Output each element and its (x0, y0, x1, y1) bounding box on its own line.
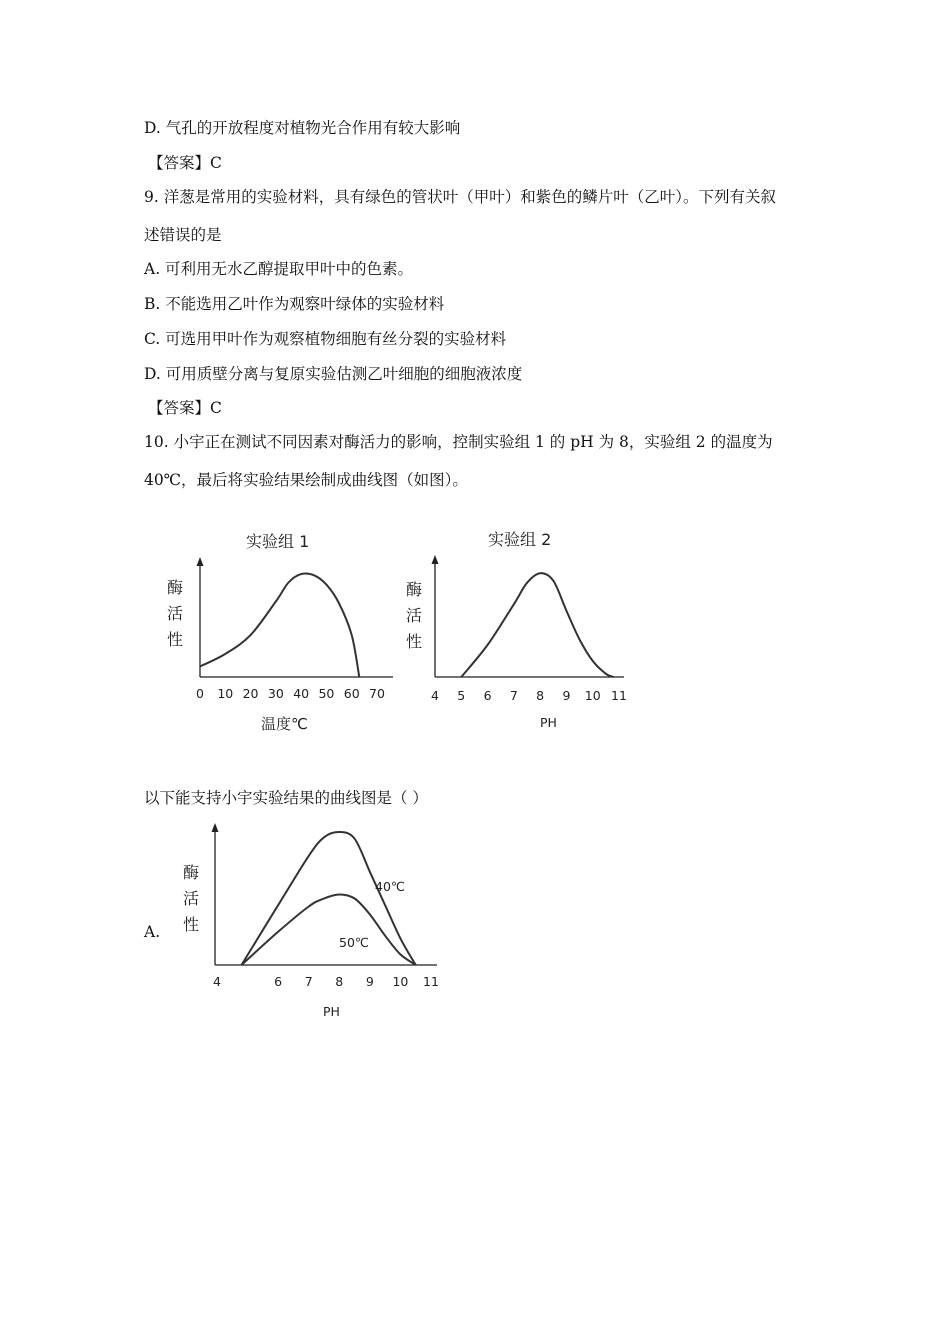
x-tick-label: 10 (392, 974, 409, 989)
option-d-line-2: D. 可用质壁分离与复原实验估测乙叶细胞的细胞液浓度 (144, 365, 523, 383)
y-label-char-2: 活 (183, 889, 200, 908)
y-axis-arrow (197, 557, 204, 566)
x-tick-label: 6 (483, 688, 492, 703)
x-tick-label: 4 (213, 974, 221, 989)
x-axis-label: PH (323, 1004, 340, 1019)
option-a-label: A. (144, 923, 161, 941)
x-tick-label: 20 (242, 686, 259, 701)
y-label-char-2: 活 (167, 604, 184, 623)
question-10-line-1: 10. 小宇正在测试不同因素对酶活力的影响，控制实验组 1 的 pH 为 8，实验组 2 的温度为 (144, 433, 773, 451)
y-axis-arrow (432, 555, 439, 564)
y-label-char-3: 性 (167, 630, 184, 649)
series-40c-curve (242, 832, 416, 965)
option-b-line: B. 不能选用乙叶作为观察叶绿体的实验材料 (144, 295, 445, 313)
chart-group-2 (400, 520, 640, 740)
option-a-chart (175, 820, 455, 1030)
x-tick-label: 6 (274, 974, 283, 989)
series-40c-label: 40℃ (375, 879, 405, 894)
x-tick-label: 70 (369, 686, 385, 701)
x-tick-label: 9 (562, 688, 571, 703)
x-axis-label: 温度℃ (261, 715, 308, 733)
question-10-line-2: 40℃，最后将实验结果绘制成曲线图（如图）。 (144, 471, 468, 489)
x-axis-label: PH (540, 715, 557, 730)
x-tick-label: 7 (304, 974, 313, 989)
series-50c-label: 50℃ (339, 935, 369, 950)
x-tick-label: 4 (431, 688, 439, 703)
x-tick-label: 7 (509, 688, 518, 703)
option-a-line: A. 可利用无水乙醇提取甲叶中的色素。 (144, 260, 414, 278)
question-9-line-1: 9. 洋葱是常用的实验材料，具有绿色的管状叶（甲叶）和紫色的鳞片叶（乙叶）。下列有关叙 (144, 188, 776, 206)
question-9-line-2: 述错误的是 (144, 226, 222, 244)
chart-group-1 (155, 520, 405, 740)
x-tick-label: 10 (217, 686, 234, 701)
x-tick-label: 30 (267, 686, 284, 701)
answer-line: 【答案】C (148, 154, 222, 172)
y-axis-arrow (212, 823, 219, 832)
option-d-line: D. 气孔的开放程度对植物光合作用有较大影响 (144, 119, 461, 137)
option-c-line: C. 可选用甲叶作为观察植物细胞有丝分裂的实验材料 (144, 330, 507, 348)
x-tick-label: 10 (584, 688, 601, 703)
x-tick-label: 9 (365, 974, 374, 989)
y-label-char-3: 性 (406, 632, 423, 651)
answer-line-2: 【答案】C (148, 399, 222, 417)
chart-1-title: 实验组 1 (246, 532, 310, 551)
x-tick-label: 11 (423, 974, 439, 989)
question-10-prompt: 以下能支持小宇实验结果的曲线图是（ ） (144, 789, 428, 807)
x-tick-label: 11 (611, 688, 627, 703)
y-label-char-2: 活 (406, 606, 423, 625)
y-label-char-1: 酶 (406, 580, 423, 599)
series-curve (461, 573, 613, 677)
x-tick-label: 8 (335, 974, 344, 989)
x-tick-label: 60 (343, 686, 360, 701)
series-50c-curve (242, 895, 416, 966)
chart-2-title: 实验组 2 (488, 530, 552, 549)
series-curve (200, 573, 359, 677)
x-tick-label: 40 (293, 686, 310, 701)
y-label-char-1: 酶 (183, 863, 200, 882)
x-tick-label: 8 (536, 688, 545, 703)
x-tick-label: 0 (196, 686, 204, 701)
x-tick-label: 50 (318, 686, 335, 701)
x-tick-label: 5 (457, 688, 466, 703)
y-label-char-3: 性 (183, 915, 200, 934)
y-label-char-1: 酶 (167, 578, 184, 597)
